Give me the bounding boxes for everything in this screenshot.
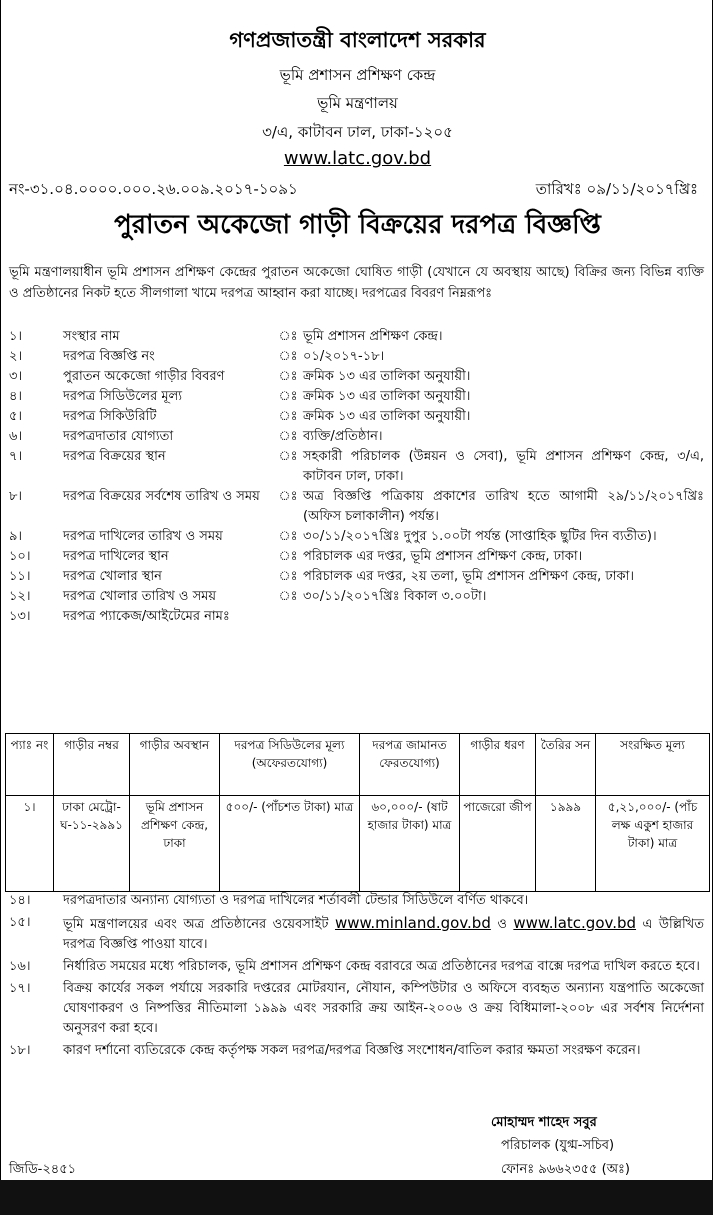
list-item: ৮। দরপত্র বিক্রয়ের সর্বশেষ তারিখ ও সময় ঃ অত্র বিজ্ঞপ্তি পত্রিকায় প্রকাশের তারিখ হতে আগামী ২৯/১১/২০১৭খ্রিঃ (অফিস চলাকালীন) পর্যন্ত। bbox=[9, 489, 704, 524]
table-header-cell: তৈরির সন bbox=[536, 734, 596, 796]
list-item: ১৮। কারণ দর্শানো ব্যতিরেকে কেন্দ্র কর্তৃপক্ষ সকল দরপত্র/দরপত্র বিজ্ঞপ্তি সংশোধন/বাতিল করার ক্ষমতা সংরক্ষণ করেন। bbox=[9, 1043, 641, 1058]
list-item: ১১। দরপত্র খোলার স্থান ঃ পরিচালক এর দপ্তর, ২য় তলা, ভূমি প্রশাসন প্রশিক্ষণ কেন্দ্র, ঢাকা। bbox=[9, 569, 635, 584]
office-address: ৩/এ, কাটাবন ঢাল, ঢাকা-১২০৫ bbox=[262, 123, 453, 141]
list-item: ৪। দরপত্র সিডিউলের মূল্য ঃ ক্রমিক ১৩ এর তালিকা অনুযায়ী। bbox=[9, 389, 471, 404]
tender-details-list bbox=[9, 327, 704, 627]
list-item: ১। সংস্থার নাম ঃ ভূমি প্রশাসন প্রশিক্ষণ কেন্দ্র। bbox=[9, 329, 443, 344]
list-item: ২। দরপত্র বিজ্ঞপ্তি নং ঃ ০১/২০১৭-১৮। bbox=[9, 349, 385, 364]
table-header-cell: গাড়ীর নম্বর bbox=[54, 734, 130, 796]
table-cell: ৫০০/- (পাঁচশত টাকা) মাত্র bbox=[220, 796, 360, 892]
table-cell: ভূমি প্রশাসন প্রশিক্ষণ কেন্দ্র, ঢাকা bbox=[130, 796, 220, 892]
package-table bbox=[5, 733, 710, 892]
table-cell: ঢাকা মেট্রো-ঘ-১১-২৯৯১ bbox=[54, 796, 130, 892]
table-cell: ১৯৯৯ bbox=[536, 796, 596, 892]
list-item: ১০। দরপত্র দাখিলের স্থান ঃ পরিচালক এর দপ্তর, ভূমি প্রশাসন প্রশিক্ষণ কেন্দ্র, ঢাকা। bbox=[9, 549, 583, 564]
bottom-black-band bbox=[0, 1180, 713, 1215]
terms-list bbox=[9, 891, 704, 1063]
table-header-cell: দরপত্র জামানত ফেরতযোগ্য) bbox=[360, 734, 460, 796]
office-name: ভূমি প্রশাসন প্রশিক্ষণ কেন্দ্র bbox=[279, 66, 436, 84]
list-item: ১৬। নির্ধারিত সময়ের মধ্যে পরিচালক, ভূমি প্রশাসন প্রশিক্ষণ কেন্দ্র বরাবরে অত্র প্রতিষ্ঠানের দরপত্র বাক্সে দরপত্র দাখিল করতে হবে। bbox=[9, 959, 700, 974]
minland-website-link[interactable]: www.minland.gov.bd bbox=[334, 914, 491, 932]
list-item: ১৫। ভূমি মন্ত্রণালয়ের এবং অত্র প্রতিষ্ঠানের ওয়েবসাইট www.minland.gov.bd ও www.latc.gov.bd এ উল্লিখিত দরপত্র বিজ্ঞপ্তি পাওয়া যাবে। bbox=[9, 914, 704, 952]
table-cell: ৫,২১,০০০/- (পাঁচ লক্ষ একুশ হাজার টাকা) মাত্র bbox=[596, 796, 710, 892]
government-heading: গণপ্রজাতন্ত্রী বাংলাদেশ সরকার bbox=[229, 28, 486, 52]
table-cell: পাজেরো জীপ bbox=[460, 796, 536, 892]
list-item: ১২। দরপত্র খোলার তারিখ ও সময় ঃ ৩০/১১/২০১৭খ্রিঃ বিকাল ৩.০০টা। bbox=[9, 589, 487, 604]
list-item: ১৪। দরপত্রদাতার অন্যান্য যোগ্যতা ও দরপত্র দাখিলের শর্তাবলী টেন্ডার সিডিউলে বর্ণিত থাকবে। bbox=[9, 893, 529, 908]
table-cell: ৬০,০০০/- (ষাট হাজার টাকা) মাত্র bbox=[360, 796, 460, 892]
gd-number: জিডি-২৪৫১ bbox=[9, 1162, 77, 1177]
signatory-designation: পরিচালক (যুগ্ম-সচিব) bbox=[501, 1138, 615, 1153]
notice-title: পুরাতন অকেজো গাড়ী বিক্রয়ের দরপত্র বিজ্ঞপ্তি bbox=[114, 210, 601, 240]
table-cell: ১। bbox=[6, 796, 54, 892]
table-header-row bbox=[6, 734, 710, 796]
list-item: ৫। দরপত্র সিকিউরিটি ঃ ক্রমিক ১৩ এর তালিকা অনুযায়ী। bbox=[9, 409, 471, 424]
table-row bbox=[6, 796, 710, 892]
list-item: ৩। পুরাতন অকেজো গাড়ীর বিবরণ ঃ ক্রমিক ১৩ এর তালিকা অনুযায়ী। bbox=[9, 369, 471, 384]
latc-website-link[interactable]: www.latc.gov.bd bbox=[513, 914, 637, 932]
ministry-name: ভূমি মন্ত্রণালয় bbox=[317, 94, 398, 112]
signatory-name: মোহাম্মদ শাহেদ সবুর bbox=[491, 1115, 597, 1130]
table-header-cell: গাড়ীর ধরণ bbox=[460, 734, 536, 796]
website-line bbox=[1, 148, 713, 169]
signatory-phone: ফোনঃ ৯৬৬২৩৫৫ (অঃ) bbox=[501, 1162, 630, 1177]
table-header-cell: প্যাঃ নং bbox=[6, 734, 54, 796]
table-header-cell: দরপত্র সিডিউলের মূল্য (অফেরতযোগ্য) bbox=[220, 734, 360, 796]
list-item: ৯। দরপত্র দাখিলের তারিখ ও সময় ঃ ৩০/১১/২০১৭খ্রিঃ দুপুর ১.০০টা পর্যন্ত (সাপ্তাহিক ছুটির দিন ব্যতীত)। bbox=[9, 529, 657, 544]
table-header-cell: গাড়ীর অবস্থান bbox=[130, 734, 220, 796]
package-heading: ১৩। দরপত্র প্যাকেজ/আইটেমের নামঃ bbox=[9, 609, 230, 624]
intro-paragraph: ভূমি মন্ত্রণালয়াধীন ভূমি প্রশাসন প্রশিক্ষণ কেন্দ্রের পুরাতন অকেজো ঘোষিত গাড়ী (যেখানে যে অবস্থায় আছে) বিক্রির জন্য বিভিন্ন ব্যক্তি ও প্রতিষ্ঠানের নিকট হতে সীলগালা খামে দরপত্র আহ্বান করা যাচ্ছে। দরপত্রের বিবরণ নিম্নরূপঃ bbox=[9, 265, 704, 301]
website-link[interactable]: www.latc.gov.bd bbox=[283, 148, 432, 169]
list-item: ৬। দরপত্রদাতার যোগ্যতা ঃ ব্যক্তি/প্রতিষ্ঠান। bbox=[9, 429, 383, 444]
table-header-cell: সংরক্ষিত মূল্য bbox=[596, 734, 710, 796]
list-item: ৭। দরপত্র বিক্রয়ের স্থান ঃ সহকারী পরিচালক (উন্নয়ন ও সেবা), ভূমি প্রশাসন প্রশিক্ষণ কেন্দ্র, ৩/এ, কাটাবন ঢাল, ঢাকা। bbox=[9, 449, 704, 484]
list-item: ১৭। বিক্রয় কার্যের সকল পর্যায়ে সরকারি দপ্তরের মোটরযান, নৌযান, কম্পিউটার ও অফিসে ব্যবহৃত অন্যান্য যন্ত্রপাতি অকেজো ঘোষণাকরণ ও নিষ্পত্তির নীতিমালা ১৯৯৯ এবং সরকারি ক্রয় আইন-২০০৬ ও ক্রয় বিধিমালা-২০০৮ এর সর্বশষ নির্দেশনা অনুসরণ করা হবে। bbox=[9, 981, 704, 1036]
memo-number: নং-৩১.০৪.০০০০.০০০.২৬.০০৯.২০১৭-১০৯১ bbox=[9, 180, 298, 198]
notice-date: তারিখঃ ০৯/১১/২০১৭খ্রিঃ bbox=[535, 180, 698, 198]
